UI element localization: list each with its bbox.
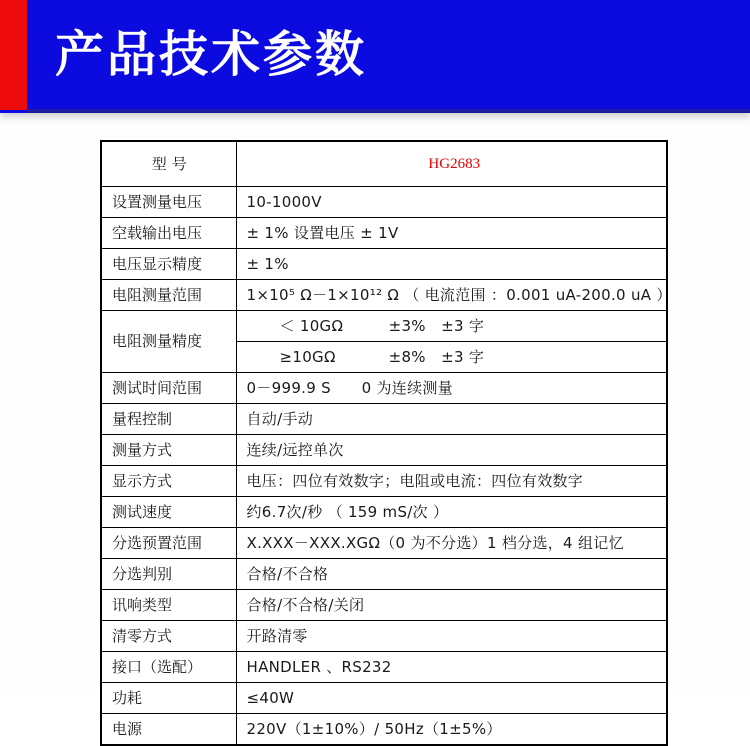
row-value: ± 1% — [236, 249, 667, 280]
table-row-model — [101, 141, 667, 187]
table-row — [101, 683, 667, 714]
row-value: 连续/远控单次 — [236, 435, 667, 466]
row-value: 0－999.9 S 0 为连续测量 — [236, 373, 667, 404]
table-row — [101, 187, 667, 218]
row-value: HANDLER 、RS232 — [236, 652, 667, 683]
row-label: 显示方式 — [101, 466, 236, 497]
accuracy-tolerance: ±8% ±3 字 — [388, 347, 485, 366]
accuracy-tolerance: ±3% ±3 字 — [388, 316, 485, 335]
row-value: 自动/手动 — [236, 404, 667, 435]
row-value: 合格/不合格 — [236, 559, 667, 590]
row-value — [236, 342, 667, 373]
model-label: 型号 — [101, 141, 236, 187]
row-value: ± 1% 设置电压 ± 1V — [236, 218, 667, 249]
row-label: 清零方式 — [101, 621, 236, 652]
row-value: 约6.7次/秒 （ 159 mS/次 ） — [236, 497, 667, 528]
row-value: ≤40W — [236, 683, 667, 714]
row-label: 电阻测量范围 — [101, 280, 236, 311]
table-row — [101, 404, 667, 435]
table-row — [101, 652, 667, 683]
table-row — [101, 435, 667, 466]
row-label: 空载输出电压 — [101, 218, 236, 249]
table-row — [101, 218, 667, 249]
table-row — [101, 497, 667, 528]
row-label: 分选预置范围 — [101, 528, 236, 559]
row-value: X.XXX－XXX.XGΩ（0 为不分选）1 档分选，4 组记忆 — [236, 528, 667, 559]
model-value: HG2683 — [236, 141, 667, 187]
row-value: 合格/不合格/关闭 — [236, 590, 667, 621]
table-row — [101, 714, 667, 746]
spec-table-wrapper — [100, 140, 672, 746]
row-label: 电压显示精度 — [101, 249, 236, 280]
row-label: 量程控制 — [101, 404, 236, 435]
row-label: 测试速度 — [101, 497, 236, 528]
table-row — [101, 528, 667, 559]
row-label: 讯响类型 — [101, 590, 236, 621]
row-label: 分选判别 — [101, 559, 236, 590]
table-row — [101, 249, 667, 280]
row-value: 电压：四位有效数字；电阻或电流：四位有效数字 — [236, 466, 667, 497]
accuracy-condition: ＜ 10GΩ — [279, 316, 344, 335]
row-value: 10-1000V — [236, 187, 667, 218]
row-value: 开路清零 — [236, 621, 667, 652]
table-row — [101, 590, 667, 621]
row-value — [236, 311, 667, 342]
table-row-accuracy-1 — [101, 311, 667, 342]
banner-red-stripe — [0, 0, 27, 110]
banner — [0, 0, 750, 113]
row-value: 220V（1±10%）/ 50Hz（1±5%） — [236, 714, 667, 746]
row-label: 设置测量电压 — [101, 187, 236, 218]
row-label: 接口（选配） — [101, 652, 236, 683]
row-value: 1×10⁵ Ω－1×10¹² Ω （ 电流范围 ：0.001 uA-200.0 uA ） — [236, 280, 667, 311]
row-label: 测量方式 — [101, 435, 236, 466]
banner-bottom-edge — [27, 109, 750, 113]
table-row — [101, 373, 667, 404]
row-label: 功耗 — [101, 683, 236, 714]
table-row — [101, 280, 667, 311]
spec-table — [100, 140, 672, 746]
page-title: 产品技术参数 — [55, 28, 368, 82]
row-label: 电阻测量精度 — [101, 311, 236, 373]
table-row — [101, 559, 667, 590]
accuracy-condition: ≥10GΩ — [279, 347, 336, 366]
row-label: 电源 — [101, 714, 236, 746]
table-row — [101, 466, 667, 497]
table-row — [101, 621, 667, 652]
row-label: 测试时间范围 — [101, 373, 236, 404]
